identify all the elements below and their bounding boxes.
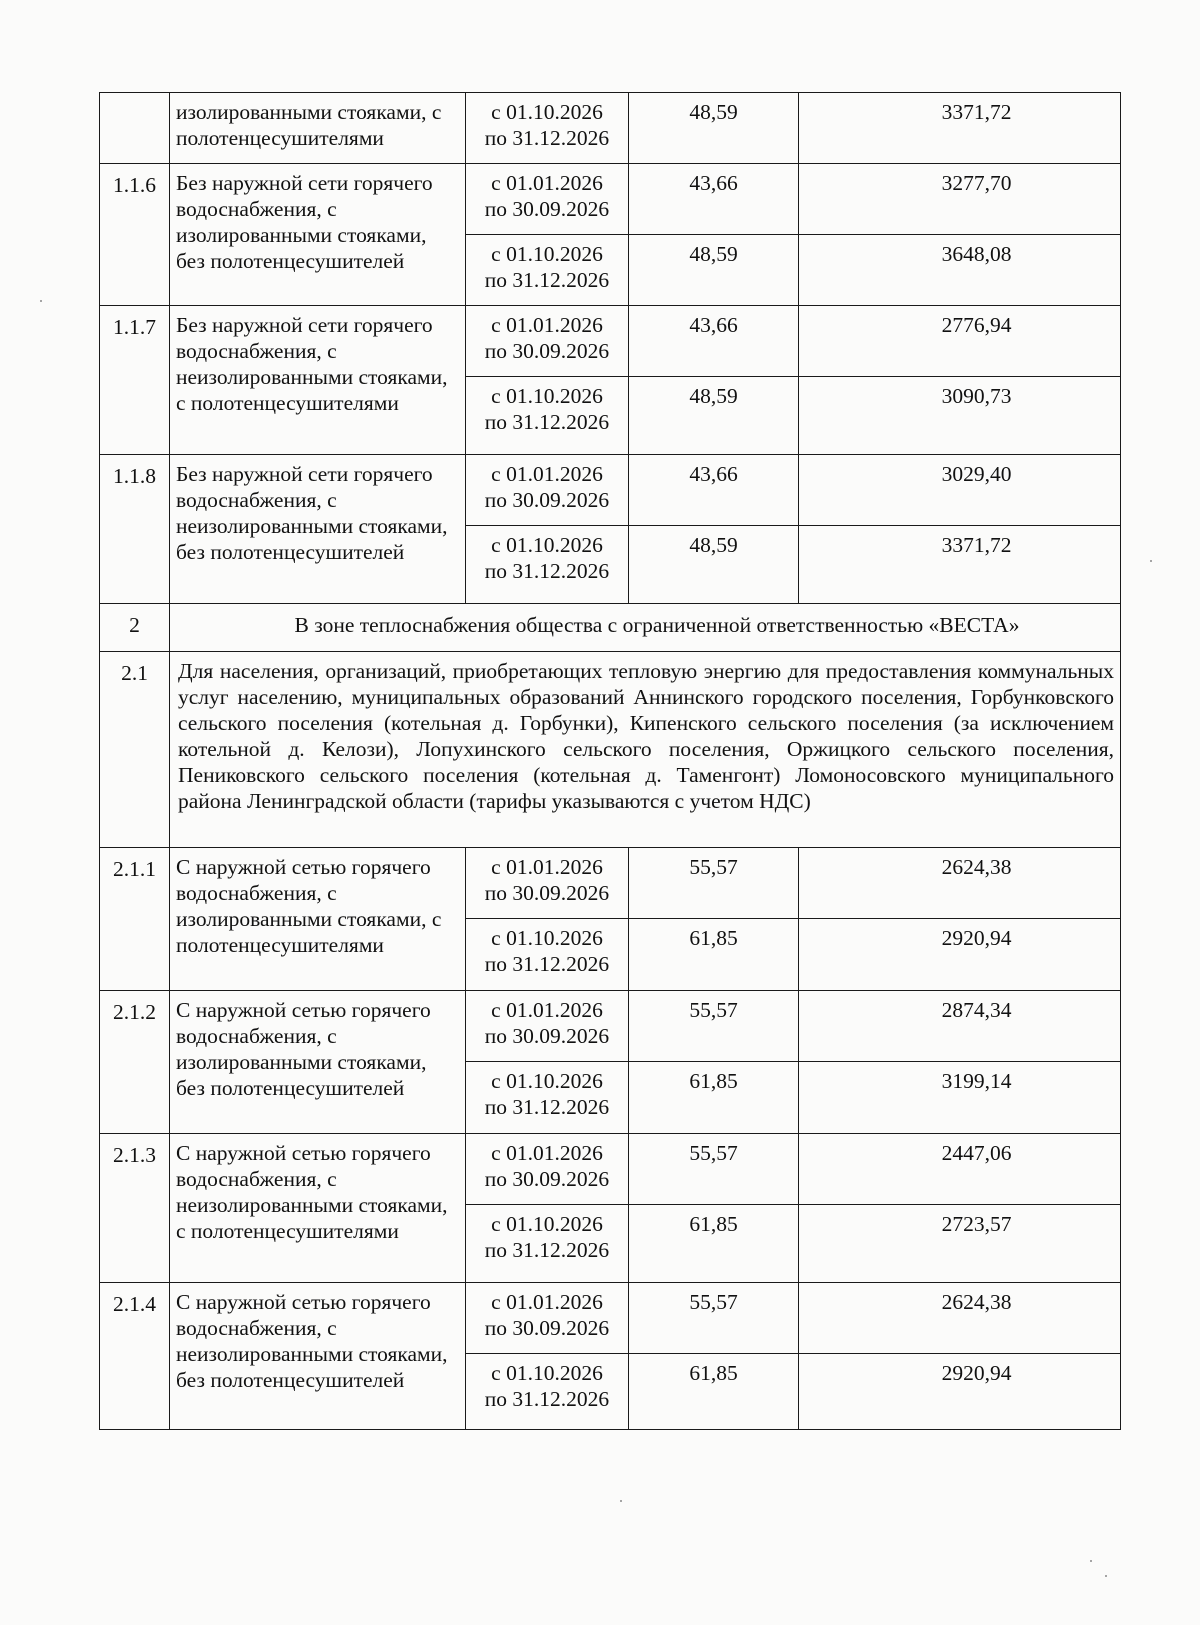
tariff-table [99,92,1121,1430]
row-number: 1.1.8 [100,455,170,604]
row-description: С наружной сетью горячего водоснабжения, с изолированными стояками, с полотенцесушителями [170,848,466,991]
scan-speck [620,1500,622,1502]
row-description: С наружной сетью горячего водоснабжения, с неизолированными стояками, с полотенцесушителями [170,1134,466,1283]
section-description: Для населения, организаций, приобретающих тепловую энергию для предоставления коммунальных услуг населению, муниципальных образований Аннинского городского поселения, Горбунковского сельского поселения (котельная д. Горбунки), Кипенского сельского поселения (за исключением котельной д. Келози), Лопухинского сельского поселения, Оржицкого сельского поселения, Пениковского сельского поселения (котельная д. Таменгонт) Ломоносовского муниципального района Ленинградской области (тарифы указываются с учетом НДС) [170,652,1121,848]
row-description: изолированными стояками, с полотенцесушителями [170,93,466,164]
row-description: Без наружной сети горячего водоснабжения, с неизолированными стояками, без полотенцесушителей [170,455,466,604]
cost-value: 2920,94 [799,1354,1121,1430]
table-row [100,93,1121,164]
row-number: 2.1.1 [100,848,170,991]
period-start: с 01.10.2026 [491,926,603,950]
cost-value: 2920,94 [799,919,1121,991]
period-cell [466,235,629,306]
period-end: по 31.12.2026 [484,126,610,150]
cost-value: 2723,57 [799,1205,1121,1283]
period-end: по 31.12.2026 [484,559,610,583]
period-cell [466,93,629,164]
row-number: 1.1.6 [100,164,170,306]
cost-value: 2624,38 [799,848,1121,919]
period-end: по 30.09.2026 [484,1167,610,1191]
table-row [100,455,1121,526]
period-cell [466,919,629,991]
scan-speck [1150,560,1152,562]
cost-value: 3277,70 [799,164,1121,235]
period-end: по 30.09.2026 [484,881,610,905]
rate-value: 48,59 [629,93,799,164]
period-cell [466,1205,629,1283]
period-start: с 01.01.2026 [491,998,603,1022]
section-header-row [100,604,1121,652]
table-row [100,164,1121,235]
period-start: с 01.10.2026 [491,242,603,266]
period-end: по 31.12.2026 [484,1238,610,1262]
rate-value: 55,57 [629,848,799,919]
scan-speck [40,300,42,302]
period-start: с 01.01.2026 [491,171,603,195]
period-cell [466,1134,629,1205]
rate-value: 61,85 [629,919,799,991]
cost-value: 3029,40 [799,455,1121,526]
period-cell [466,848,629,919]
period-start: с 01.01.2026 [491,313,603,337]
period-end: по 30.09.2026 [484,1024,610,1048]
cost-value: 2776,94 [799,306,1121,377]
cost-value: 2447,06 [799,1134,1121,1205]
rate-value: 55,57 [629,1283,799,1354]
table-row [100,991,1121,1062]
cost-value: 3090,73 [799,377,1121,455]
period-end: по 31.12.2026 [484,410,610,434]
cost-value: 2874,34 [799,991,1121,1062]
table-row [100,1134,1121,1205]
rate-value: 61,85 [629,1205,799,1283]
period-start: с 01.01.2026 [491,1141,603,1165]
period-start: с 01.10.2026 [491,1069,603,1093]
cost-value: 3199,14 [799,1062,1121,1134]
period-end: по 31.12.2026 [484,1387,610,1411]
period-end: по 30.09.2026 [484,488,610,512]
period-cell [466,1062,629,1134]
row-number: 2.1.2 [100,991,170,1134]
table-row [100,1283,1121,1354]
period-start: с 01.10.2026 [491,384,603,408]
period-cell [466,164,629,235]
period-cell [466,526,629,604]
period-start: с 01.01.2026 [491,855,603,879]
rate-value: 43,66 [629,164,799,235]
row-description: Без наружной сети горячего водоснабжения, с изолированными стояками, без полотенцесушителей [170,164,466,306]
period-start: с 01.01.2026 [491,1290,603,1314]
section-header-row [100,652,1121,848]
row-number: 2.1.3 [100,1134,170,1283]
period-start: с 01.01.2026 [491,462,603,486]
scan-speck [1105,1575,1107,1577]
cost-value: 3648,08 [799,235,1121,306]
rate-value: 61,85 [629,1062,799,1134]
period-end: по 30.09.2026 [484,197,610,221]
period-start: с 01.10.2026 [491,1212,603,1236]
section-number: 2 [100,604,170,652]
rate-value: 48,59 [629,377,799,455]
row-number-cell [100,93,170,164]
rate-value: 55,57 [629,991,799,1062]
period-end: по 31.12.2026 [484,952,610,976]
section-title: В зоне теплоснабжения общества с ограниченной ответственностью «ВЕСТА» [170,604,1121,652]
section-number: 2.1 [100,652,170,848]
period-cell [466,455,629,526]
table-row [100,848,1121,919]
cost-value: 3371,72 [799,526,1121,604]
period-end: по 30.09.2026 [484,1316,610,1340]
cost-value: 3371,72 [799,93,1121,164]
rate-value: 61,85 [629,1354,799,1430]
period-start: с 01.10.2026 [491,1361,603,1385]
row-description: С наружной сетью горячего водоснабжения, с изолированными стояками, без полотенцесушителей [170,991,466,1134]
row-description: Без наружной сети горячего водоснабжения, с неизолированными стояками, с полотенцесушителями [170,306,466,455]
cost-value: 2624,38 [799,1283,1121,1354]
period-cell [466,1283,629,1354]
row-number: 1.1.7 [100,306,170,455]
period-cell [466,377,629,455]
period-end: по 30.09.2026 [484,339,610,363]
period-cell [466,991,629,1062]
rate-value: 55,57 [629,1134,799,1205]
rate-value: 48,59 [629,235,799,306]
scan-speck [1090,1560,1092,1562]
row-number: 2.1.4 [100,1283,170,1430]
row-description: С наружной сетью горячего водоснабжения, с неизолированными стояками, без полотенцесушителей [170,1283,466,1430]
period-end: по 31.12.2026 [484,268,610,292]
rate-value: 48,59 [629,526,799,604]
rate-value: 43,66 [629,306,799,377]
rate-value: 43,66 [629,455,799,526]
tariff-document-page [99,92,1120,1430]
period-cell [466,1354,629,1430]
period-start: с 01.10.2026 [491,533,603,557]
period-cell [466,306,629,377]
period-start: с 01.10.2026 [491,100,603,124]
table-row [100,306,1121,377]
period-end: по 31.12.2026 [484,1095,610,1119]
